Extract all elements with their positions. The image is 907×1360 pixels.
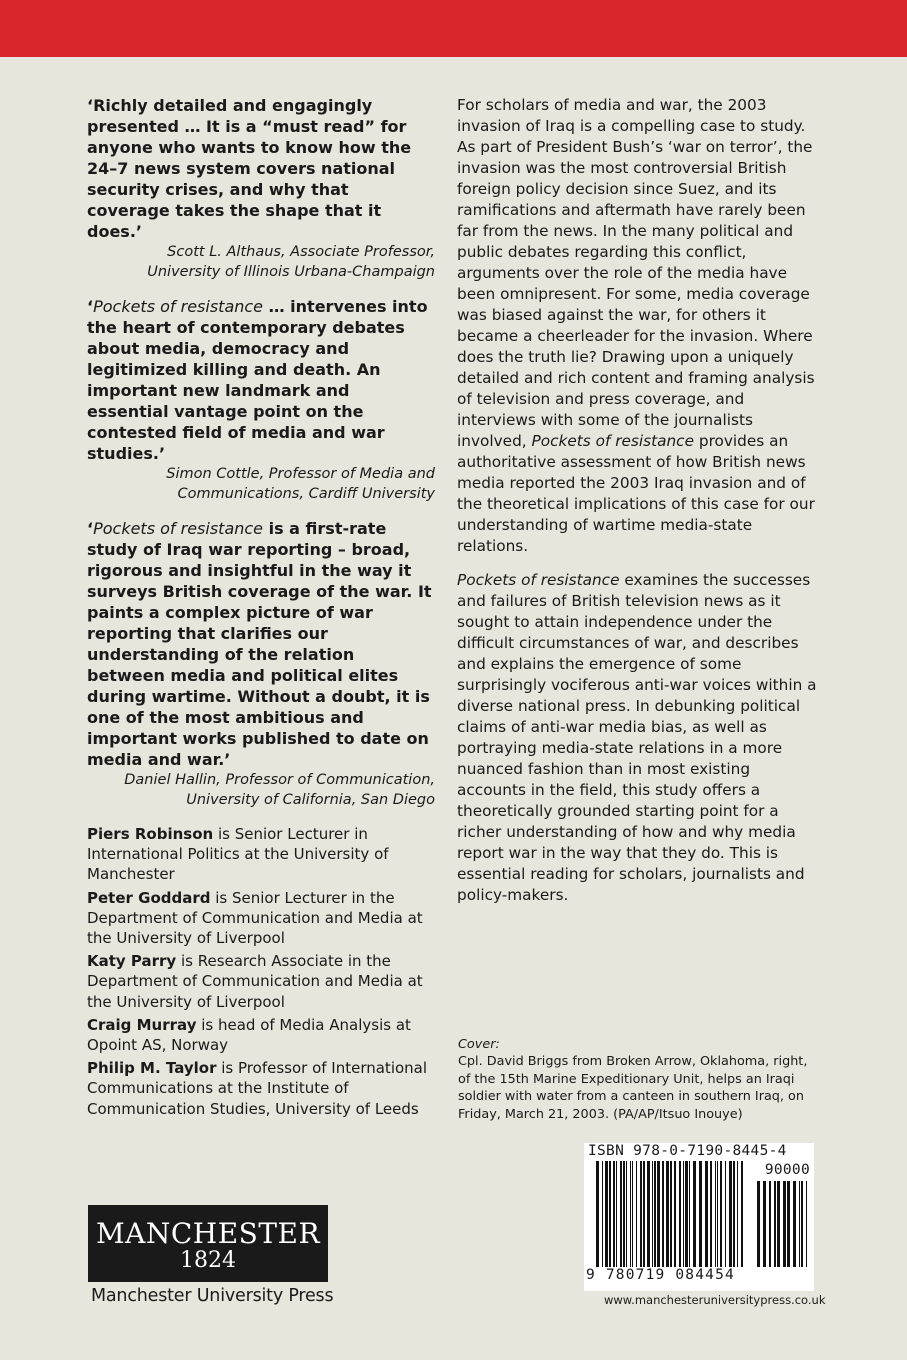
barcode-bar	[777, 1181, 780, 1267]
cover-caption-text: Cpl. David Briggs from Broken Arrow, Oklahoma, right, of the 15th Marine Expeditionary Unit, helps an Iraqi soldier with water from a canteen in southern Iraq, on Friday, March 21, 2003. (PA/AP/Itsuo Inouye)	[458, 1054, 808, 1122]
barcode-bar	[715, 1161, 716, 1267]
barcode-bar	[741, 1161, 743, 1267]
barcode-bar	[609, 1161, 611, 1267]
author-bio: Philip M. Taylor is Professor of International Communications at the Institute of Communication Studies, University of Leeds	[87, 1059, 428, 1118]
barcode-supplement: 90000	[764, 1162, 810, 1178]
top-red-band	[0, 0, 907, 57]
barcode-bar	[699, 1161, 702, 1267]
barcode-bar	[806, 1181, 807, 1267]
barcode-bar	[616, 1161, 617, 1267]
barcode-bar	[636, 1161, 637, 1267]
quote-affiliation: University of Illinois Urbana-Champaign	[147, 264, 435, 280]
publisher-name: Manchester University Press	[91, 1286, 334, 1306]
barcode-bar	[666, 1161, 669, 1267]
cover-label: Cover:	[458, 1037, 500, 1052]
logo-year: 1824	[180, 1248, 236, 1273]
endorsement-cottle	[87, 296, 435, 504]
barcode-bar	[613, 1161, 615, 1267]
barcode-bar	[774, 1181, 776, 1267]
author-bio: Katy Parry is Research Associate in the Department of Communication and Media at the University of Liverpool	[87, 952, 423, 1011]
quote-author: Daniel Hallin, Professor of Communication,	[124, 772, 435, 788]
barcode-bar	[783, 1181, 786, 1267]
barcode-bar	[662, 1161, 664, 1267]
barcode-bar	[710, 1161, 712, 1267]
barcode-supplement-bars	[757, 1181, 809, 1267]
barcode-bar	[679, 1161, 681, 1267]
barcode-bar	[605, 1161, 608, 1267]
barcode-bar	[620, 1161, 622, 1267]
cover-caption	[458, 1036, 818, 1123]
barcode-bar	[737, 1161, 738, 1267]
author-bio: Peter Goddard is Senior Lecturer in the Department of Communication and Media at the University of Liverpool	[87, 888, 423, 948]
quote-text: ‘Pockets of resistance is a first-rate study of Iraq war reporting – broad, rigorous and insightful in the way it surveys British coverage of the war. It paints a complex picture of war reporting that clarifies our understanding of the relation between media and political elites during wartime. Without a doubt, it is one of the most ambitious and important works published to date on media and war.’	[87, 519, 432, 769]
barcode-bar	[630, 1161, 631, 1267]
barcode-bar	[717, 1161, 718, 1267]
barcode-bar	[596, 1161, 599, 1267]
author-bio: Craig Murray is head of Media Analysis at Opoint AS, Norway	[87, 1015, 411, 1055]
barcode-bar	[787, 1181, 790, 1267]
description-paragraph-1: For scholars of media and war, the 2003 invasion of Iraq is a compelling case to study. As part of President Bush’s ‘war on terror’, the invasion was the most controversial British foreign policy decision since Suez, and its ramifications and aftermath have rarely been far from the news. In the many political and public debates regarding this conflict, arguments over the role of the media have been omnipresent. For some, media coverage was biased against the war, for others it became a cheerleader for the invasion. Where does the truth lie? Drawing upon a uniquely detailed and rich content and framing analysis of television and press coverage, and interviews with some of the journalists involved, Pockets of resistance provides an authoritative assessment of how British news media reported the 2003 Iraq invasion and of the theoretical implications of this case for our understanding of wartime media-state relations.	[457, 96, 815, 555]
endorsement-althaus	[87, 95, 435, 282]
barcode-bar	[705, 1161, 708, 1267]
isbn-barcode	[584, 1143, 814, 1291]
barcode-bar	[793, 1181, 796, 1267]
barcode-bars	[596, 1161, 746, 1267]
barcode-bar	[640, 1161, 642, 1267]
barcode-bar	[729, 1161, 732, 1267]
quote-author: Scott L. Althaus, Associate Professor,	[167, 244, 435, 260]
barcode-bar	[602, 1161, 603, 1267]
barcode-bar	[763, 1181, 766, 1267]
quote-text: ‘Richly detailed and engagingly presented … It is a “must read” for anyone who wants to know how the 24–7 news system covers national security crises, and why that coverage takes the shape that it does.’	[87, 96, 412, 241]
barcode-digits: 9 780719 084454	[586, 1267, 735, 1283]
barcode-bar	[652, 1161, 653, 1267]
barcode-bar	[757, 1181, 760, 1267]
barcode-bar	[657, 1161, 660, 1267]
quote-affiliation: Communications, Cardiff University	[177, 486, 435, 502]
author-bio: Piers Robinson is Senior Lecturer in International Politics at the University of Manchester	[87, 825, 389, 884]
publisher-url[interactable]: www.manchesteruniversitypress.co.uk	[604, 1293, 826, 1307]
barcode-bar	[769, 1181, 771, 1267]
quote-text: ‘Pockets of resistance … intervenes into the heart of contemporary debates about media, democracy and legitimized killing and death. An important new landmark and essential vantage point on the contested field of media and war studies.’	[87, 297, 428, 463]
barcode-bar	[626, 1161, 627, 1267]
barcode-bar	[689, 1161, 690, 1267]
barcode-bar	[632, 1161, 633, 1267]
barcode-bar	[725, 1161, 726, 1267]
barcode-bar	[670, 1161, 672, 1267]
barcode-bar	[799, 1181, 800, 1267]
barcode-bar	[801, 1181, 803, 1267]
barcode-bar	[693, 1161, 696, 1267]
barcode-bar	[643, 1161, 645, 1267]
barcode-bar	[654, 1161, 656, 1267]
logo-name: MANCHESTER	[95, 1217, 321, 1250]
endorsement-hallin	[87, 518, 435, 810]
barcode-bar	[685, 1161, 688, 1267]
book-description	[457, 95, 819, 919]
barcode-bar	[623, 1161, 625, 1267]
quote-affiliation: University of California, San Diego	[186, 792, 435, 808]
description-paragraph-2: Pockets of resistance examines the successes and failures of British television news as it sought to attain independence under the difficult circumstances of war, and describes and explains the emergence of some surprisingly vociferous anti-war voices within a diverse national press. In debunking political claims of anti-war media bias, as well as portraying media-state relations in a more nuanced fashion than in most existing accounts in the field, this study offers a theoretically grounded starting point for a richer understanding of how and why media report war in the way that they do. This is essential reading for scholars, journalists and policy-makers.	[457, 571, 817, 904]
isbn-number: ISBN 978-0-7190-8445-4	[588, 1143, 787, 1159]
endorsements	[87, 95, 435, 810]
manchester-logo	[88, 1205, 328, 1282]
barcode-bar	[683, 1161, 684, 1267]
barcode-bar	[647, 1161, 650, 1267]
author-bios	[87, 824, 437, 1122]
barcode-bar	[720, 1161, 722, 1267]
quote-author: Simon Cottle, Professor of Media and	[166, 466, 435, 482]
barcode-bar	[674, 1161, 676, 1267]
barcode-bar	[733, 1161, 735, 1267]
